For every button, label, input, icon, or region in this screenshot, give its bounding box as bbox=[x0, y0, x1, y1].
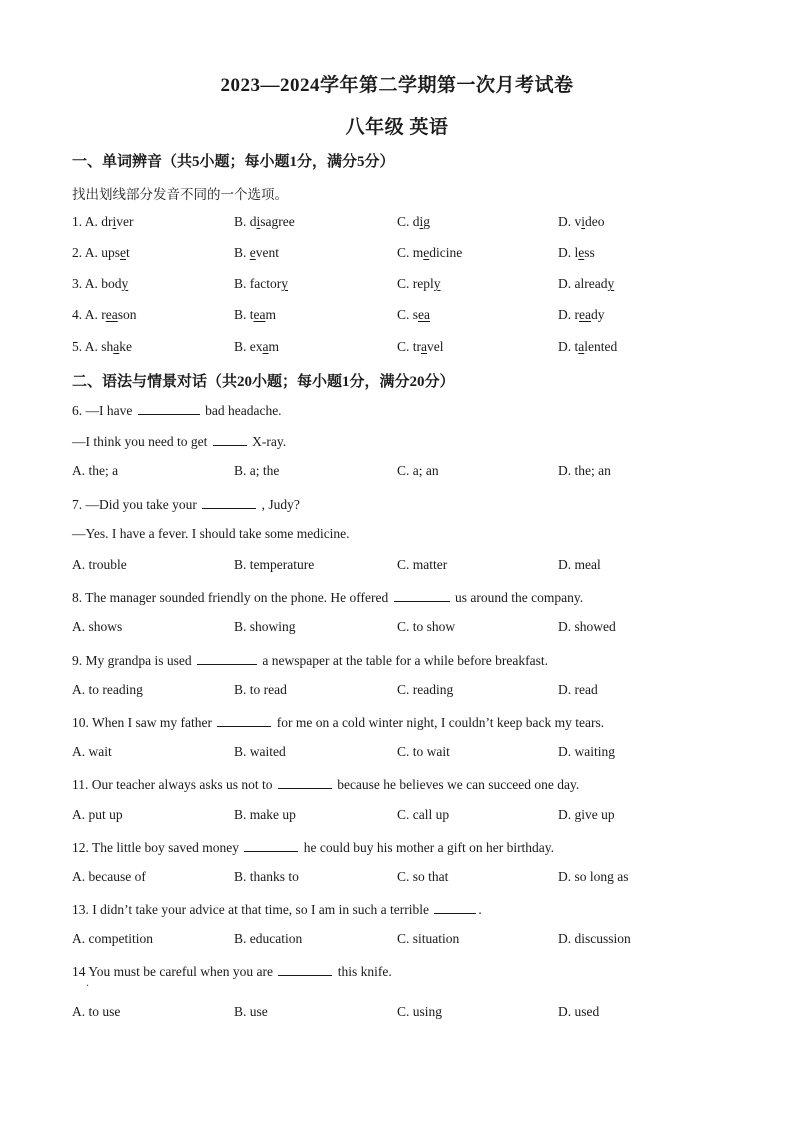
option-b bbox=[234, 214, 295, 230]
word-part: r bbox=[574, 307, 579, 322]
word-part: sh bbox=[101, 339, 114, 354]
word-part: dr bbox=[101, 214, 113, 229]
question-14-options bbox=[0, 1004, 794, 1022]
option-letter: D. bbox=[558, 307, 575, 322]
underlined-letters: ea bbox=[253, 307, 266, 322]
option-letter: A. bbox=[84, 307, 102, 322]
option-b: B. showing bbox=[234, 619, 296, 634]
answer-blank bbox=[434, 900, 476, 914]
word-part: t bbox=[126, 245, 130, 260]
option-c: C. reading bbox=[397, 682, 454, 697]
underlined-letters: ea bbox=[418, 307, 431, 322]
option-d bbox=[558, 245, 595, 261]
underlined-letters: i bbox=[256, 214, 261, 229]
word-part: r bbox=[101, 307, 106, 322]
option-c: C. matter bbox=[397, 557, 448, 572]
word-part: m bbox=[265, 307, 277, 322]
question-10: 10. When I saw my father for me on a cold winter night, I couldn’t keep back my tears. bbox=[72, 715, 605, 730]
word-part: t bbox=[574, 339, 579, 354]
underlined-letters: e bbox=[423, 245, 430, 260]
word-part: ss bbox=[584, 245, 595, 260]
question-8: 8. The manager sounded friendly on the phone. He offered us around the company. bbox=[72, 590, 584, 605]
word-part: d bbox=[412, 214, 420, 229]
underlined-letters: y bbox=[433, 276, 441, 291]
word-part: bod bbox=[101, 276, 122, 291]
question-11-options bbox=[0, 807, 794, 825]
option-a: A. trouble bbox=[72, 557, 127, 572]
question-6-options bbox=[0, 463, 794, 481]
answer-blank bbox=[197, 651, 257, 665]
option-a: A. shows bbox=[72, 619, 123, 634]
option-d bbox=[558, 339, 617, 355]
question-12-options bbox=[0, 869, 794, 887]
option-c bbox=[397, 307, 430, 323]
underlined-letters: i bbox=[581, 214, 586, 229]
pronunciation-question-4 bbox=[0, 307, 794, 325]
word-part: lented bbox=[584, 339, 618, 354]
word-part: d bbox=[249, 214, 257, 229]
option-b: B. use bbox=[234, 1004, 268, 1019]
underlined-letters: e bbox=[578, 245, 585, 260]
page-title: 2023—2024学年第二学期第一次月考试卷 bbox=[220, 75, 574, 96]
option-d bbox=[558, 276, 614, 292]
page-subtitle: 八年级 英语 bbox=[345, 117, 449, 138]
underlined-letters: y bbox=[281, 276, 288, 291]
word-part: t bbox=[249, 307, 254, 322]
word-part: son bbox=[117, 307, 137, 322]
answer-blank bbox=[217, 713, 271, 727]
underlined-letters: a bbox=[578, 339, 585, 354]
option-c: C. so that bbox=[397, 869, 449, 884]
option-a bbox=[72, 245, 130, 261]
option-b: B. make up bbox=[234, 807, 296, 822]
question-6-line-2: —I think you need to get X-ray. bbox=[72, 434, 287, 449]
question-13: 13. I didn’t take your advice at that time, so I am in such a terrible . bbox=[72, 902, 482, 917]
word-part: deo bbox=[585, 214, 605, 229]
underlined-letters: y bbox=[121, 276, 129, 291]
word-part: ver bbox=[116, 214, 134, 229]
underlined-letters: e bbox=[249, 245, 256, 260]
word-part: sagree bbox=[260, 214, 295, 229]
option-c: C. using bbox=[397, 1004, 443, 1019]
question-10-options bbox=[0, 744, 794, 762]
option-c: C. situation bbox=[397, 931, 460, 946]
word-part: g bbox=[423, 214, 431, 229]
option-c: C. to show bbox=[397, 619, 456, 634]
section-heading-grammar: 二、语法与情景对话（共20小题；每小题1分，满分20分） bbox=[72, 374, 455, 390]
question-7-line-2: —Yes. I have a fever. I should take some medicine. bbox=[72, 526, 350, 541]
pronunciation-question-2 bbox=[0, 245, 794, 263]
word-part: repl bbox=[412, 276, 434, 291]
option-a bbox=[72, 307, 137, 323]
underlined-letters: i bbox=[112, 214, 117, 229]
option-a: A. wait bbox=[72, 744, 112, 759]
word-part: s bbox=[412, 307, 419, 322]
option-letter: C. bbox=[397, 307, 413, 322]
question-number: 2. bbox=[72, 245, 83, 260]
question-11: 11. Our teacher always asks us not to because he believes we can succeed one day. bbox=[72, 777, 580, 792]
option-letter: C. bbox=[397, 245, 413, 260]
option-letter: C. bbox=[397, 276, 413, 291]
option-letter: A. bbox=[84, 245, 102, 260]
word-part: ke bbox=[119, 339, 133, 354]
answer-blank bbox=[202, 495, 256, 509]
option-a: A. competition bbox=[72, 931, 153, 946]
option-d: D. discussion bbox=[558, 931, 631, 946]
option-c bbox=[397, 339, 444, 355]
option-letter: C. bbox=[397, 339, 413, 354]
option-c bbox=[397, 276, 441, 292]
option-letter: D. bbox=[558, 245, 575, 260]
question-9-options bbox=[0, 682, 794, 700]
question-7-line-1: 7. —Did you take your , Judy? bbox=[72, 497, 300, 512]
option-b bbox=[234, 339, 279, 355]
option-letter: D. bbox=[558, 339, 575, 354]
question-number: 4. bbox=[72, 307, 83, 322]
question-14: 14 You must be careful when you are this knife. bbox=[72, 964, 392, 979]
pronunciation-question-5 bbox=[0, 339, 794, 357]
word-part: alread bbox=[574, 276, 608, 291]
option-b: B. thanks to bbox=[234, 869, 299, 884]
option-d: D. give up bbox=[558, 807, 615, 822]
option-d: D. read bbox=[558, 682, 598, 697]
question-9: 9. My grandpa is used a newspaper at the table for a while before breakfast. bbox=[72, 653, 548, 668]
answer-blank bbox=[394, 588, 450, 602]
question-number: 1. bbox=[72, 214, 83, 229]
option-b bbox=[234, 307, 276, 323]
word-part: v bbox=[574, 214, 582, 229]
question-13-options bbox=[0, 931, 794, 949]
option-d bbox=[558, 214, 605, 230]
option-c: C. a; an bbox=[397, 463, 439, 478]
option-b: B. waited bbox=[234, 744, 286, 759]
word-part: tr bbox=[412, 339, 422, 354]
option-letter: A. bbox=[84, 276, 102, 291]
option-b: B. a; the bbox=[234, 463, 280, 478]
underlined-letters: a bbox=[421, 339, 428, 354]
question-number: 5. bbox=[72, 339, 83, 354]
option-d: D. showed bbox=[558, 619, 616, 634]
option-c: C. call up bbox=[397, 807, 450, 822]
word-part: vent bbox=[255, 245, 280, 260]
question-number: 3. bbox=[72, 276, 83, 291]
underlined-letters: a bbox=[262, 339, 269, 354]
option-d: D. waiting bbox=[558, 744, 615, 759]
option-letter: A. bbox=[84, 339, 102, 354]
pronunciation-question-1 bbox=[0, 214, 794, 232]
underlined-letters: a bbox=[113, 339, 120, 354]
option-letter: B. bbox=[234, 276, 250, 291]
underlined-letters: e bbox=[120, 245, 127, 260]
option-b: B. temperature bbox=[234, 557, 315, 572]
option-a: A. the; a bbox=[72, 463, 119, 478]
option-b: B. to read bbox=[234, 682, 287, 697]
word-part: vel bbox=[427, 339, 444, 354]
option-letter: A. bbox=[84, 214, 102, 229]
answer-blank bbox=[278, 962, 332, 976]
option-d bbox=[558, 307, 604, 323]
option-letter: D. bbox=[558, 276, 575, 291]
underlined-letters: y bbox=[607, 276, 615, 291]
option-letter: B. bbox=[234, 214, 250, 229]
option-a bbox=[72, 276, 128, 292]
word-part: factor bbox=[249, 276, 282, 291]
stray-dot: · bbox=[86, 981, 90, 992]
option-c bbox=[397, 214, 430, 230]
option-letter: C. bbox=[397, 214, 413, 229]
word-part: ex bbox=[249, 339, 263, 354]
option-letter: B. bbox=[234, 245, 250, 260]
underlined-letters: ea bbox=[579, 307, 591, 322]
option-a: A. put up bbox=[72, 807, 123, 822]
question-8-options bbox=[0, 619, 794, 637]
word-part: m bbox=[412, 245, 424, 260]
option-a bbox=[72, 339, 132, 355]
underlined-letters: ea bbox=[105, 307, 118, 322]
question-12: 12. The little boy saved money he could buy his mother a gift on her birthday. bbox=[72, 840, 555, 855]
word-part: dicine bbox=[429, 245, 463, 260]
question-7-options bbox=[0, 557, 794, 575]
option-a: A. to use bbox=[72, 1004, 121, 1019]
option-c: C. to wait bbox=[397, 744, 450, 759]
option-b bbox=[234, 245, 279, 261]
option-a bbox=[72, 214, 134, 230]
option-c bbox=[397, 245, 462, 261]
word-part: ups bbox=[101, 245, 121, 260]
word-part: l bbox=[574, 245, 579, 260]
option-letter: D. bbox=[558, 214, 575, 229]
option-b: B. education bbox=[234, 931, 303, 946]
question-6-line-1: 6. —I have bad headache. bbox=[72, 403, 282, 418]
option-a: A. to reading bbox=[72, 682, 143, 697]
option-d: D. so long as bbox=[558, 869, 629, 884]
answer-blank bbox=[213, 432, 247, 446]
section-heading-pronunciation: 一、单词辨音（共5小题；每小题1分，满分5分） bbox=[72, 154, 395, 170]
answer-blank bbox=[138, 401, 200, 415]
option-d: D. the; an bbox=[558, 463, 611, 478]
word-part: m bbox=[268, 339, 280, 354]
option-letter: B. bbox=[234, 307, 250, 322]
option-b bbox=[234, 276, 288, 292]
option-d: D. meal bbox=[558, 557, 601, 572]
underlined-letters: i bbox=[419, 214, 424, 229]
option-letter: B. bbox=[234, 339, 250, 354]
option-a: A. because of bbox=[72, 869, 146, 884]
option-d: D. used bbox=[558, 1004, 600, 1019]
answer-blank bbox=[278, 775, 332, 789]
pronunciation-question-3 bbox=[0, 276, 794, 294]
answer-blank bbox=[244, 838, 298, 852]
section-instruction: 找出划线部分发音不同的一个选项。 bbox=[72, 187, 288, 202]
word-part: dy bbox=[590, 307, 605, 322]
